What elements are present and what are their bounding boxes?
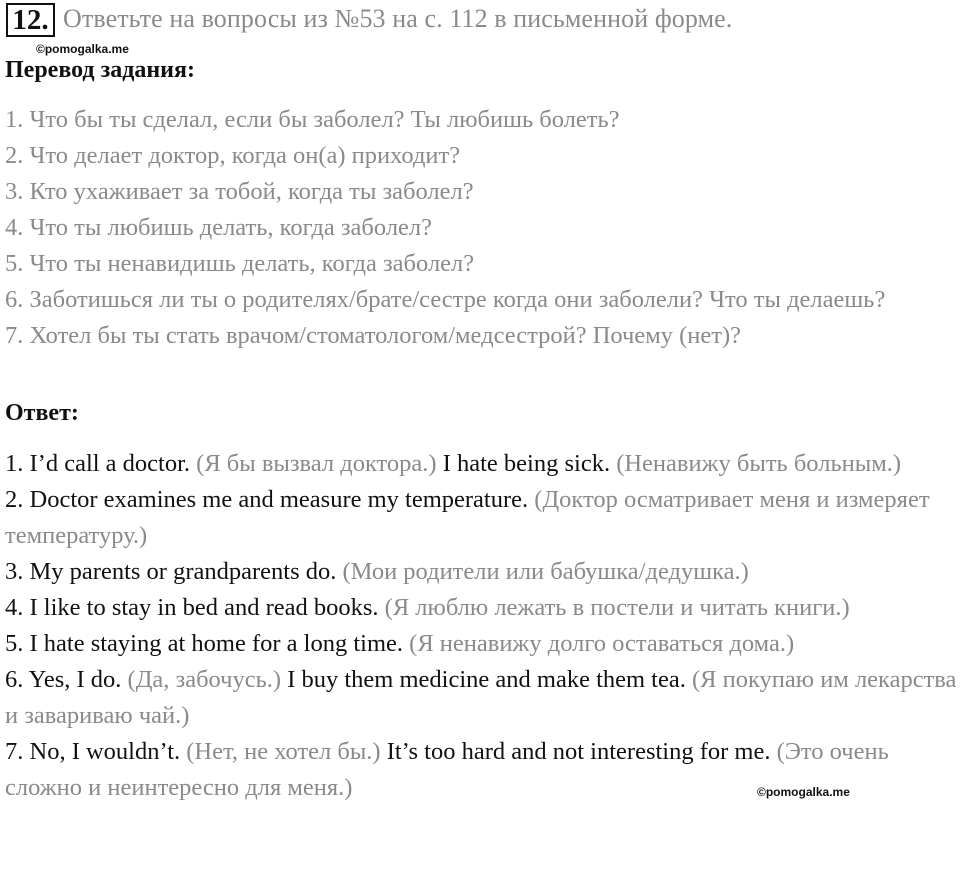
question-item: 6. Заботишься ли ты о родителях/брате/сестре когда они заболели? Что ты делаешь? (5, 286, 886, 313)
answer-russian: (Я ненавижу долго оставаться дома.) (403, 630, 795, 657)
watermark-bottom: ©pomogalka.me (757, 785, 850, 799)
answer-item (5, 482, 960, 554)
answer-item (5, 554, 960, 590)
answer-list (5, 446, 960, 806)
question-item: 7. Хотел бы ты стать врачом/стоматологом/медсестрой? Почему (нет)? (5, 322, 741, 349)
watermark-top: ©pomogalka.me (36, 42, 129, 56)
answer-item (5, 662, 960, 734)
answer-english: It’s too hard and not interesting for me. (380, 738, 771, 765)
answer-heading: Ответ: (5, 400, 79, 426)
task-instruction: Ответьте на вопросы из №53 на с. 112 в письменной форме. (63, 4, 733, 33)
answer-russian: (Я люблю лежать в постели и читать книги.) (378, 594, 850, 621)
answer-russian: (Я бы вызвал доктора.) (190, 450, 437, 477)
answer-english: I hate being sick. (436, 450, 611, 477)
answer-russian: (Это очень сложно и неинтересно для меня.) (5, 738, 889, 801)
answer-russian: (Мои родители или бабушка/дедушка.) (336, 558, 749, 585)
question-item: 1. Что бы ты сделал, если бы заболел? Ты любишь болеть? (5, 106, 620, 133)
question-item: 3. Кто ухаживает за тобой, когда ты заболел? (5, 178, 474, 205)
translation-heading: Перевод задания: (5, 57, 195, 83)
answer-item (5, 626, 960, 662)
answer-english: 3. My parents or grandparents do. (5, 558, 337, 585)
question-item: 2. Что делает доктор, когда он(а) приходит? (5, 142, 461, 169)
question-list (5, 102, 955, 354)
answer-english: 5. I hate staying at home for a long time. (5, 630, 404, 657)
answer-english: 2. Doctor examines me and measure my temperature. (5, 486, 529, 513)
answer-russian: (Доктор осматривает меня и измеряет температуру.) (5, 486, 930, 549)
question-item: 5. Что ты ненавидишь делать, когда заболел? (5, 250, 475, 277)
answer-russian: (Я покупаю им лекарства и завариваю чай.) (5, 666, 957, 729)
answer-english: 6. Yes, I do. (5, 666, 122, 693)
task-number-box: 12. (6, 3, 55, 37)
answer-russian: (Да, забочусь.) (121, 666, 282, 693)
answer-item (5, 446, 960, 482)
answer-english: 7. No, I wouldn’t. (5, 738, 181, 765)
question-item: 4. Что ты любишь делать, когда заболел? (5, 214, 433, 241)
answer-russian: (Ненавижу быть больным.) (610, 450, 901, 477)
answer-item (5, 590, 960, 626)
answer-english: I buy them medicine and make them tea. (281, 666, 686, 693)
answer-english: 1. I’d call a doctor. (5, 450, 191, 477)
answer-english: 4. I like to stay in bed and read books. (5, 594, 379, 621)
answer-russian: (Нет, не хотел бы.) (180, 738, 381, 765)
